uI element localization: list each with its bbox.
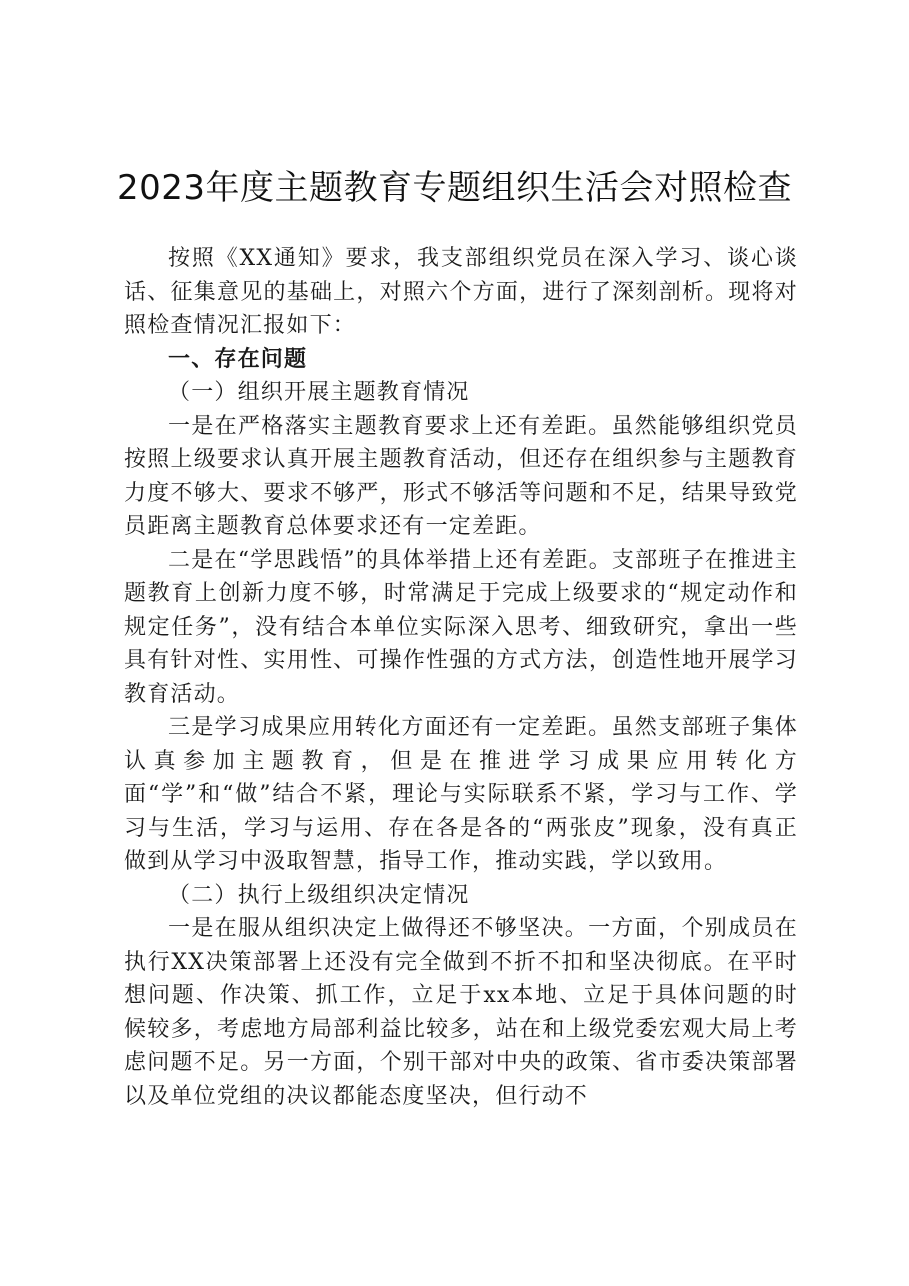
subsection-heading-2: （二）执行上级组织决定情况: [168, 882, 470, 908]
section-heading-problems: 一、存在问题: [168, 346, 308, 372]
subsection-heading-1: （一）组织开展主题教育情况: [168, 380, 470, 405]
paragraph-1-2: 二是在“学思践悟”的具体举措上还有差距。支部班子在推进主题教育上创新力度不够，时常满足于完成上级要求的“规定动作和规定任务”，没有结合本单位实际深入思考、细致研究，拿出一些具有针对性、实用性、可操作性强的方式方法，创造性地开展学习教育活动。: [124, 547, 798, 707]
paragraph-1-1: 一是在严格落实主题教育要求上还有差距。虽然能够组织党员按照上级要求认真开展主题教育活动，但还存在组织参与主题教育力度不够大、要求不够严，形式不够活等问题和不足，结果导致党员距离主题教育总体要求还有一定差距。: [124, 413, 798, 539]
paragraph-2-1: 一是在服从组织决定上做得还不够坚决。一方面，个别成员在执行XX决策部署上还没有完全做到不折不扣和坚决彻底。在平时想问题、作决策、抓工作，立足于xx本地、立足于具体问题的时候较多，考虑地方局部利益比较多，站在和上级党委宏观大局上考虑问题不足。另一方面，个别干部对中央的政策、省市委决策部署以及单位党组的决议都能态度坚决，但行动不: [124, 916, 798, 1109]
paragraph-1-3: 三是学习成果应用转化方面还有一定差距。虽然支部班子集体认真参加主题教育，但是在推进学习成果应用转化方面“学”和“做”结合不紧，理论与实际联系不紧，学习与工作、学习与生活，学习与运用、存在各是各的“两张皮”现象，没有真正做到从学习中汲取智慧，指导工作，推动实践，学以致用。: [124, 715, 798, 874]
intro-paragraph: 按照《XX通知》要求，我支部组织党员在深入学习、谈心谈话、征集意见的基础上，对照六个方面，进行了深刻剖析。现将对照检查情况汇报如下：: [124, 246, 798, 338]
document-title: 2023年度主题教育专题组织生活会对照检查: [116, 168, 793, 208]
document-body: [124, 242, 798, 1113]
